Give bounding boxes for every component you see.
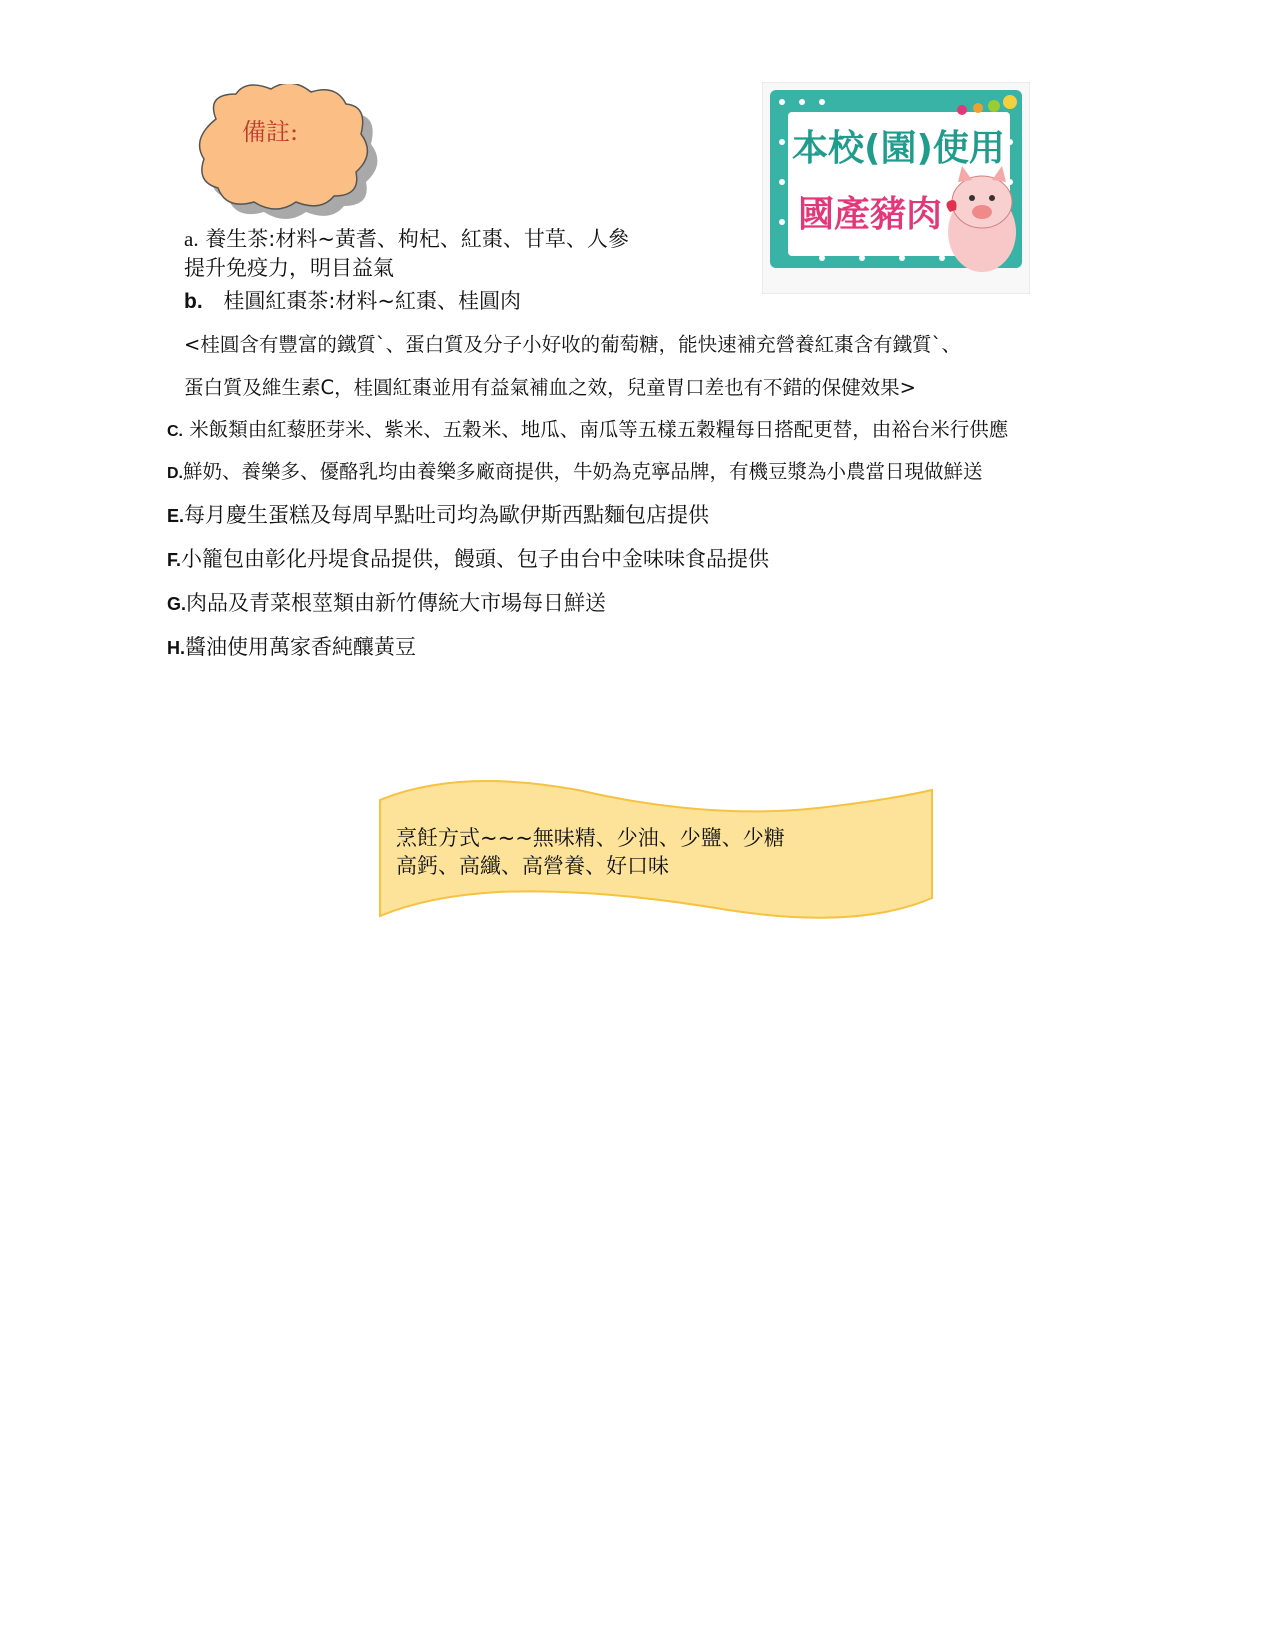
item-b-text: 桂圓紅棗茶:材料~紅棗、桂圓肉 xyxy=(223,289,522,313)
cooking-line2: 高鈣、高纖、高營養、好口味 xyxy=(396,854,669,878)
sign-line2: 國產豬肉 xyxy=(798,194,943,235)
note-label: 備註: xyxy=(242,118,299,146)
item-h-text: 醬油使用萬家香純釀黃豆 xyxy=(185,635,416,659)
item-e-text: 每月慶生蛋糕及每周早點吐司均為歐伊斯西點麵包店提供 xyxy=(184,503,710,527)
item-b-label: b. xyxy=(184,290,203,313)
domestic-pork-sign xyxy=(762,82,1030,294)
cooking-text xyxy=(396,824,785,880)
item-h xyxy=(167,634,416,661)
item-d-label: D. xyxy=(167,465,183,482)
sign-line1: 本校(園)使用 xyxy=(792,128,1005,169)
item-a-label: a. xyxy=(184,227,199,251)
item-e-label: E. xyxy=(167,506,185,526)
item-b-note-line2: 蛋白質及維生素C，桂圓紅棗並用有益氣補血之效，兒童胃口差也有不錯的保健效果> xyxy=(184,376,916,399)
item-a-line2: 提升免疫力，明目益氣 xyxy=(184,256,394,280)
item-d xyxy=(167,459,983,487)
item-b-note-line1: <桂圓含有豐富的鐵質`、蛋白質及分子小好收的葡萄糖，能快速補充營養紅棗含有鐵質`、 xyxy=(184,333,961,356)
item-f xyxy=(167,546,769,573)
item-e xyxy=(167,502,709,529)
item-a-text: 養生茶:材料~黃耆、枸杞、紅棗、甘草、人參 xyxy=(205,227,629,251)
item-b xyxy=(184,288,521,315)
item-g xyxy=(167,590,606,617)
item-f-text: 小籠包由彰化丹堤食品提供，饅頭、包子由台中金味味食品提供 xyxy=(181,547,770,571)
item-c-label: C. xyxy=(167,423,183,440)
item-f-label: F. xyxy=(167,550,182,570)
item-g-text: 肉品及青菜根莖類由新竹傳統大市場每日鮮送 xyxy=(186,591,607,615)
cooking-line1: 烹飪方式~~~無味精、少油、少鹽、少糖 xyxy=(396,826,785,850)
item-a-line1 xyxy=(184,226,629,252)
item-g-label: G. xyxy=(167,594,187,614)
item-c xyxy=(167,417,1008,445)
item-h-label: H. xyxy=(167,638,185,658)
item-d-text: 鮮奶、養樂多、優酪乳均由養樂多廠商提供，牛奶為克寧品牌，有機豆漿為小農當日現做鮮送 xyxy=(183,460,983,483)
item-c-text: 米飯類由紅藜胚芽米、紫米、五穀米、地瓜、南瓜等五樣五穀糧每日搭配更替，由裕台米行供應 xyxy=(189,418,1009,441)
note-cloud xyxy=(196,84,388,222)
